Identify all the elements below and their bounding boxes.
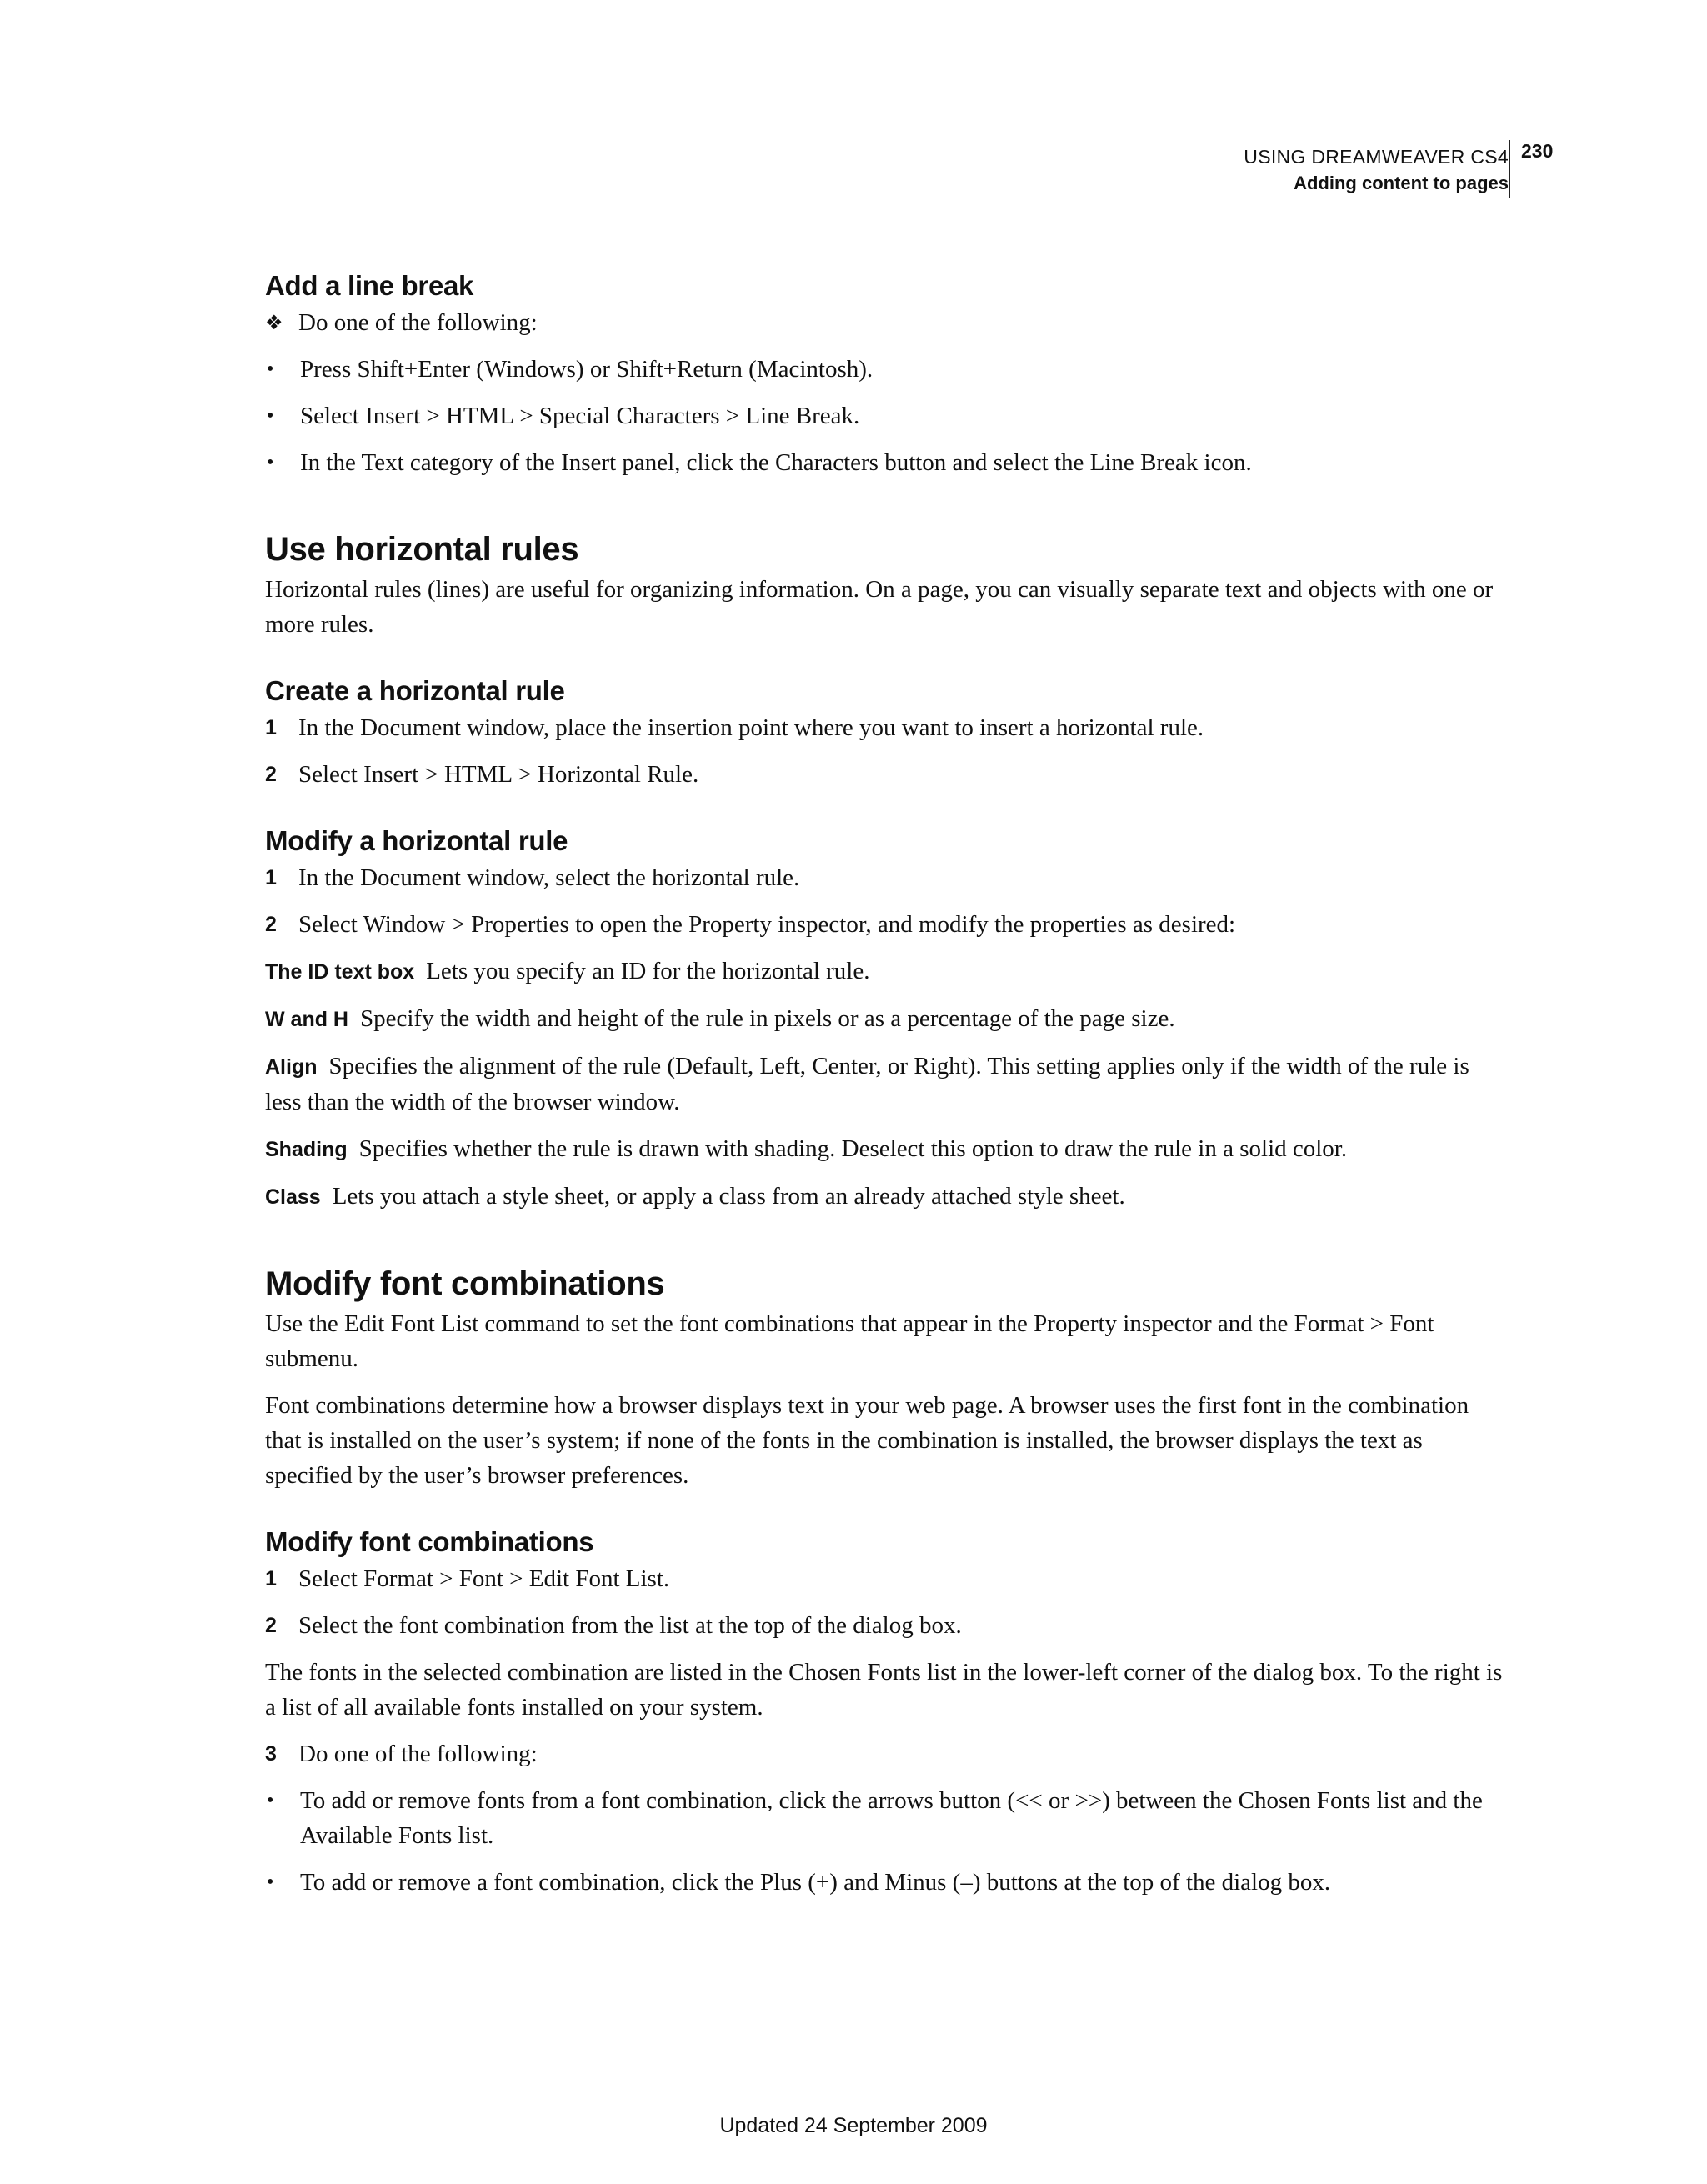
definition-term: Class	[265, 1185, 321, 1209]
paragraph: Horizontal rules (lines) are useful for organizing information. On a page, you can visually separate text and objects with one or more rules.	[265, 576, 1494, 638]
definition-term: Align	[265, 1055, 318, 1079]
definition-item	[265, 954, 1509, 989]
definition-text: Lets you specify an ID for the horizontal rule.	[426, 958, 870, 984]
paragraph: The fonts in the selected combination are listed in the Chosen Fonts list in the lower-left corner of the dialog box. To the right is a list of all available fonts installed on your system.	[265, 1659, 1503, 1721]
paragraph: Font combinations determine how a browser displays text in your web page. A browser uses the first font in the combination that is installed on the user’s system; if none of the fonts in the combination is installed, the browser displays the text as specified by the user’s browser preferences.	[265, 1392, 1469, 1489]
definition-text: Specify the width and height of the rule in pixels or as a percentage of the page size.	[360, 1005, 1175, 1032]
list-item: • Select Insert > HTML > Special Characters > Line Break.	[265, 398, 1509, 433]
definition-term: Shading	[265, 1138, 348, 1161]
numbered-step: 2 Select the font combination from the list at the top of the dialog box.	[265, 1612, 962, 1639]
definition-term: The ID text box	[265, 960, 415, 984]
task-intro: ❖ Do one of the following:	[265, 305, 1509, 340]
heading-modify-font-combinations: Modify font combinations	[265, 1265, 665, 1302]
bullet-icon: •	[267, 1871, 274, 1893]
heading-add-line-break: Add a line break	[265, 270, 474, 301]
definition-text: Specifies whether the rule is drawn with shading. Deselect this option to draw the rule in a solid color.	[358, 1135, 1348, 1162]
numbered-step: 1 In the Document window, place the insertion point where you want to insert a horizontal rule.	[265, 714, 1204, 741]
definition-text: Lets you attach a style sheet, or apply a class from an already attached style sheet.	[332, 1183, 1125, 1210]
footer-updated: Updated 24 September 2009	[719, 2114, 988, 2137]
numbered-step: 3 Do one of the following:	[265, 1741, 538, 1767]
heading-modify-horizontal-rule: Modify a horizontal rule	[265, 825, 568, 856]
book-title: USING DREAMWEAVER CS4	[1244, 146, 1509, 168]
running-header	[0, 140, 1707, 207]
definition-item	[265, 1049, 1509, 1120]
definition-item	[265, 1131, 1509, 1167]
heading-create-horizontal-rule: Create a horizontal rule	[265, 675, 565, 706]
chapter-title: Adding content to pages	[1294, 173, 1509, 193]
list-item: • In the Text category of the Insert panel, click the Characters button and select the Line Break icon.	[265, 445, 1509, 480]
page-number: 230	[1521, 140, 1554, 162]
definition-item	[265, 1001, 1509, 1037]
numbered-step: 2 Select Insert > HTML > Horizontal Rule.	[265, 761, 699, 788]
header-divider	[1509, 140, 1510, 198]
diamond-bullet-icon: ❖	[265, 311, 283, 334]
running-header-text	[1244, 143, 1509, 197]
definition-text: Specifies the alignment of the rule (Default, Left, Center, or Right). This setting applies only if the width of the rule is less than the width of the browser window.	[265, 1053, 1469, 1115]
bullet-icon: •	[267, 1790, 274, 1811]
heading-modify-font-combinations-task: Modify font combinations	[265, 1526, 594, 1557]
numbered-step: 1 Select Format > Font > Edit Font List.	[265, 1565, 670, 1592]
bullet-icon: •	[267, 405, 274, 427]
heading-use-horizontal-rules: Use horizontal rules	[265, 531, 579, 568]
page-content	[265, 267, 1509, 1900]
list-item: • To add or remove fonts from a font combination, click the arrows button (<< or >>) between the Chosen Fonts list and the Available Fonts list.	[265, 1783, 1509, 1853]
numbered-step: 1 In the Document window, select the horizontal rule.	[265, 864, 800, 891]
numbered-step: 2 Select Window > Properties to open the Property inspector, and modify the properties as desired:	[265, 911, 1236, 938]
bullet-icon: •	[267, 358, 274, 380]
paragraph: Use the Edit Font List command to set the font combinations that appear in the Property inspector and the Format > Font submenu.	[265, 1310, 1434, 1372]
list-item: • To add or remove a font combination, click the Plus (+) and Minus (–) buttons at the top of the dialog box.	[265, 1865, 1509, 1900]
bullet-icon: •	[267, 452, 274, 473]
list-item: • Press Shift+Enter (Windows) or Shift+Return (Macintosh).	[265, 352, 1509, 387]
definition-item	[265, 1179, 1509, 1215]
definition-term: W and H	[265, 1008, 348, 1031]
